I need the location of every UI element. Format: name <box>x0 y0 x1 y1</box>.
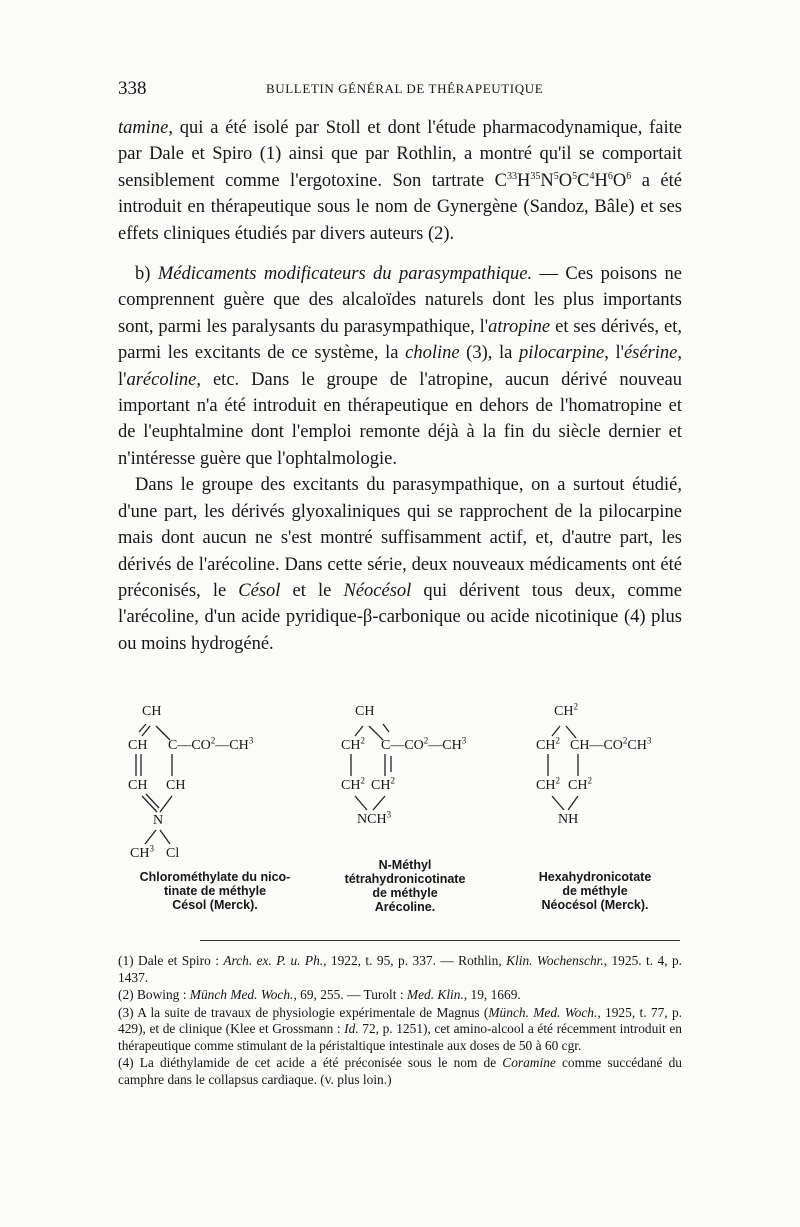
text-fragment: — Ces poisons ne comprennent guère que des alcaloïdes naturels dont les plus importants sont, parmi les paralysants du parasympathique, l' <box>118 264 683 337</box>
formula-caption <box>520 870 670 912</box>
atom-label: CH <box>128 778 148 793</box>
bond <box>568 796 578 810</box>
atom-label: $CH^2$ <box>536 735 560 753</box>
formula-caption <box>325 858 485 914</box>
term: atropine <box>488 316 551 337</box>
superscript: 6 <box>607 170 613 182</box>
atom-label: $CH^2$ <box>341 775 365 793</box>
formula-arecoline <box>325 700 515 935</box>
atom-label: $CH^2$ <box>536 775 560 793</box>
atom-label: N <box>153 813 164 828</box>
atom-label: $CH^2$ <box>568 775 592 793</box>
body-text <box>118 115 682 657</box>
text-fragment: tamine <box>118 118 169 138</box>
bond-lines <box>325 700 515 840</box>
text-fragment: et ses dérivés, et, parmi les excitants de ce système, la <box>118 316 682 364</box>
bond <box>146 794 159 808</box>
term: ésérine <box>623 343 678 364</box>
page-header <box>118 78 682 102</box>
text-fragment: N <box>540 170 554 191</box>
atom-label: $CH^3$ <box>130 843 154 861</box>
text-fragment: H <box>516 170 531 191</box>
bond <box>383 724 389 732</box>
term: pilocarpine <box>518 343 605 364</box>
bond <box>160 830 170 844</box>
caption-line: de méthyle <box>372 886 438 900</box>
chemical-formulas <box>110 700 700 935</box>
bond <box>373 796 385 810</box>
text-fragment: b) <box>135 264 158 285</box>
footnote-2: (2) Bowing : Münch Med. Woch., 69, 255. — Turolt : Med. Klin., 19, 1669. <box>118 987 521 1002</box>
footnote-4: (4) La diéthylamide de cet acide a été préconisée sous le nom de Coramine comme succédané du camphre dans le collapsus cardiaque. (v. plus loin.) <box>118 1055 682 1087</box>
text-fragment: (3), la <box>459 343 519 364</box>
term: Césol <box>238 580 281 601</box>
text-fragment: Dans le groupe des excitants du parasympathique, on a surtout étudié, d'une part, les dérivés glyoxaliniques qui se rapprochent de la pilocarpine mais dont aucun ne s'est montré suffisamment actif, et, d'autre part, les dérivés de l'arécoline. Dans cette série, deux nouveaux médicaments ont été préconisés, le <box>118 475 682 601</box>
term: Néocésol <box>343 580 412 601</box>
caption-line: Césol (Merck). <box>172 898 258 912</box>
superscript: 4 <box>589 170 595 182</box>
text-fragment: , etc. Dans le groupe de l'atropine, aucun dérivé nouveau important n'a été introduit en thérapeutique en dehors de l'homatropine et de l'euphtalmine dont l'emploi remonte déjà à la fin du siècle dernier et n'intéresse guère que l'ophtalmologie. <box>118 369 682 469</box>
bond <box>355 796 367 810</box>
footnote-3: (3) A la suite de travaux de physiologie expérimentale de Magnus (Münch. Med. Woch., 1925, t. 77, p. 429), et de clinique (Klee et Grossmann : Id. 72, p. 1251), cet amino-alcool a été récemment introduit en thérapeutique comme stimulant de la péristaltique intestinale aux doses de 50 à 60 cgr. <box>118 1004 683 1053</box>
footnote-divider <box>200 940 680 941</box>
atom-label: NH <box>558 812 579 827</box>
text-fragment: qui dérivent tous deux, comme l'arécoline, d'un acide pyridique-β-carbonique ou acide nicotinique (4) plus ou moins hydrogéné. <box>118 580 682 654</box>
text-fragment: , l' <box>118 343 682 390</box>
formula-caption <box>120 870 310 912</box>
bond-lines <box>520 700 700 840</box>
term: arécoline <box>126 369 197 390</box>
atom-label: CH <box>355 704 375 719</box>
paragraph-3 <box>118 472 682 657</box>
caption-line: Hexahydronicotate <box>538 870 652 884</box>
text-fragment: O <box>558 170 573 191</box>
atom-label: $CH^2$ <box>371 775 395 793</box>
footnote-1: (1) Dale et Spiro : Arch. ex. P. u. Ph., 1922, t. 95, p. 337. — Rothlin, Klin. Wochenschr., 1925. t. 4, p. 1437. <box>118 953 682 985</box>
text-fragment: O <box>612 170 627 191</box>
formula-cesol <box>120 700 320 935</box>
running-title: BULLETIN GÉNÉRAL DE THÉRAPEUTIQUE <box>266 81 544 96</box>
paragraph-2 <box>118 261 682 472</box>
bond <box>552 796 564 810</box>
caption-line: Néocésol (Merck). <box>541 898 649 912</box>
text-fragment: , l' <box>604 343 624 364</box>
superscript: 5 <box>572 170 578 182</box>
caption-line: Arécoline. <box>374 900 436 914</box>
bond-lines <box>120 700 320 860</box>
atom-label: $CH^2$ <box>341 735 365 753</box>
term: choline <box>405 343 460 364</box>
page-number: 338 <box>118 78 147 99</box>
superscript: 5 <box>553 170 559 182</box>
caption-line: tinate de méthyle <box>163 884 267 898</box>
formula-neocesol <box>520 700 700 935</box>
atom-label: Cl <box>166 846 180 861</box>
footnotes <box>118 953 682 1089</box>
text-fragment: et le <box>280 580 344 601</box>
superscript: 35 <box>530 170 541 182</box>
atom-label: CH <box>166 778 186 793</box>
caption-line: N-Méthyl <box>378 858 432 872</box>
atom-label: $C—CO^2—CH^3$ <box>168 735 254 753</box>
superscript: 33 <box>506 170 517 182</box>
atom-label: $CH^2$ <box>554 701 578 719</box>
text-fragment: H <box>594 170 608 191</box>
atom-label: CH <box>128 738 148 753</box>
caption-line: de méthyle <box>562 884 628 898</box>
bond <box>160 796 172 812</box>
atom-label: NCH$^3$ <box>357 809 392 827</box>
caption-line: Chlorométhylate du nico- <box>139 870 291 884</box>
paragraph-1 <box>118 115 682 247</box>
superscript: 6 <box>626 170 632 182</box>
caption-line: tétrahydronicotinate <box>344 872 466 886</box>
text-fragment: C <box>577 170 590 191</box>
bond <box>139 724 146 732</box>
text-fragment: , qui a été isolé par Stoll et dont l'étude pharmacodynamique, faite par Dale et Spiro (1) ainsi que par Rothlin, a montré qu'il se comportait sensiblement comme l'ergotoxine. Son tartrate C <box>118 118 682 191</box>
bond <box>566 726 576 738</box>
section-heading: Médicaments modificateurs du parasympathique. <box>157 264 533 285</box>
bond <box>145 830 156 844</box>
atom-label: $C—CO^2—CH^3$ <box>381 735 467 753</box>
text-fragment: a été introduit en thérapeutique sous le nom de Gynergène (Sandoz, Bâle) et ses effets cliniques étudiés par divers auteurs (2). <box>118 170 682 244</box>
atom-label: $CH—CO^2CH^3$ <box>570 735 652 753</box>
atom-label: CH <box>142 704 162 719</box>
